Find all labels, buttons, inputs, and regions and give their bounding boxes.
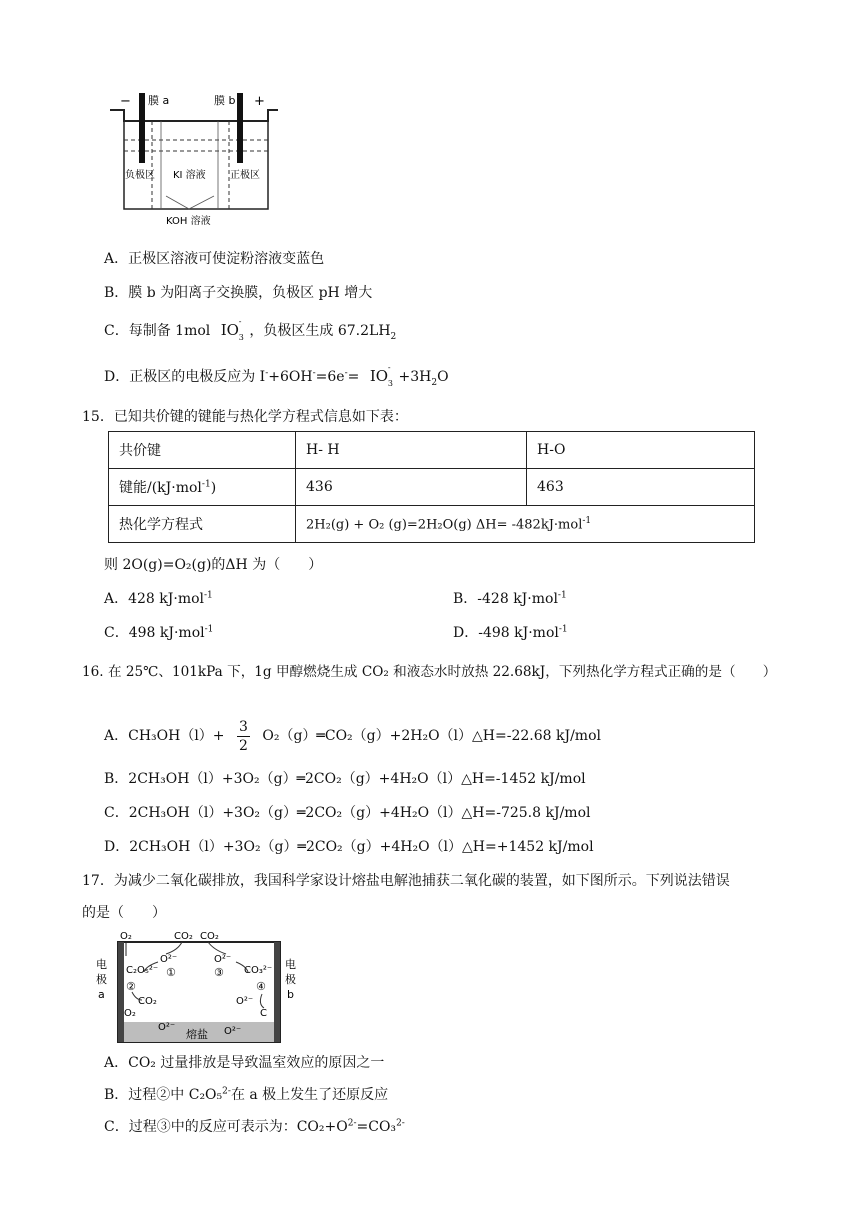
electrode-a-char1: 电 [96, 958, 107, 971]
electrode-b-char2: 极 [285, 973, 296, 986]
table-cell: H- H [296, 432, 527, 469]
koh-solution-label: KOH 溶液 [166, 216, 211, 227]
table-cell: 463 [527, 469, 755, 506]
table-cell: 热化学方程式 [109, 506, 296, 543]
o2-out-label: O₂ [120, 931, 132, 942]
electrode-b-char3: b [287, 988, 294, 1001]
membrane-a-label: 膜 a [148, 94, 170, 107]
q15-option-a: A．428 kJ·mol$^{-1}$ [104, 590, 213, 607]
co3-label: CO₃²⁻ [244, 965, 273, 976]
oxide-ion-label-1: O²⁻ [160, 954, 178, 965]
q14-option-d: D．正极区的电极反应为 I-+6OH-=6e-= IO - 3 $+3H_2O$ [104, 363, 449, 388]
oxide-ion-label-3: O²⁻ [236, 996, 254, 1007]
q17-option-c: C．过程③中的反应可表示为：$CO_2+O^{2-}=CO_3^{2-}$ [104, 1118, 405, 1135]
q15-stem: 15．已知共价键的键能与热化学方程式信息如下表： [82, 409, 408, 425]
q14-c-text-pre: C．每制备 1mol [104, 323, 211, 339]
electrolysis-cell-diagram [106, 88, 281, 228]
fraction-three-halves: $\frac{3}{2}$ [239, 718, 248, 754]
q14-c-text-post: ，负极区生成 67.2LH [249, 323, 391, 339]
table-row [109, 506, 755, 543]
q16-option-b: B．2CH₃OH（l）+3O₂（g）═2CO₂（g）+4H₂O（l）△H=-1452 kJ/mol [104, 771, 586, 787]
table-row [109, 469, 755, 506]
molten-salt-electrolysis-diagram [86, 928, 306, 1046]
q16-option-c: C．2CH₃OH（l）+3O₂（g）═2CO₂（g）+4H₂O（l）△H=-725.8 kJ/mol [104, 805, 591, 821]
q15-question: 则 2O(g)=O₂(g)的ΔH 为（ ） [104, 557, 323, 573]
electrode-a-char2: 极 [96, 973, 107, 986]
q15-option-c: C．498 kJ·mol$^{-1}$ [104, 624, 214, 641]
step-1-marker: ① [166, 966, 176, 979]
table-cell: 键能/(kJ·mol$^{-1}$) [109, 469, 296, 506]
q14-option-b: B．膜 b 为阳离子交换膜，负极区 pH 增大 [104, 285, 373, 301]
oxide-ion-label-5: O²⁻ [224, 1026, 242, 1037]
q16-option-a: A．CH₃OH（l）+ $\frac{3}{2}$ O₂（g）═CO₂（g）+2H₂O（l）△H=-22.68 kJ/mol [104, 718, 601, 754]
o2-product-label: O₂ [124, 1008, 136, 1019]
q16-stem: 16. 在 25℃、101kPa 下，1g 甲醇燃烧生成 CO₂ 和液态水时放热 22.68kJ，下列热化学方程式正确的是（ ） [82, 664, 777, 680]
table-cell: 436 [296, 469, 527, 506]
iodate-formula: IO - 3 [369, 363, 393, 388]
carbon-label: C [260, 1008, 267, 1019]
q15-option-b: B．-428 kJ·mol$^{-1}$ [453, 590, 567, 607]
electrode-b-char1: 电 [285, 958, 296, 971]
ki-solution-label: KI 溶液 [173, 170, 206, 181]
step-4-marker: ④ [256, 980, 266, 993]
step-3-marker: ③ [214, 966, 224, 979]
q17-option-a: A．CO₂ 过量排放是导致温室效应的原因之一 [104, 1055, 385, 1071]
co2-in-label-2: CO₂ [200, 931, 219, 942]
plus-sign: + [254, 94, 265, 109]
table-cell: 2H₂(g) + O₂ (g)=2H₂O(g) ΔH= -482kJ·mol$^{-1}$ [296, 506, 755, 543]
electrode-a-char3: a [98, 988, 105, 1001]
q17-stem-line1: 17．为减少二氧化碳排放，我国科学家设计熔盐电解池捕获二氧化碳的装置，如下图所示。下列说法错误 [82, 873, 730, 889]
q14-option-c: C．每制备 1mol IO - 3 ，负极区生成 $67.2LH_2$ [104, 317, 397, 342]
q17-option-b: B．过程②中 C₂O₅$^{2-}$在 a 极上发生了还原反应 [104, 1086, 389, 1103]
oxide-ion-label-4: O²⁻ [158, 1022, 176, 1033]
iodate-formula: IO - 3 [220, 317, 244, 342]
membrane-b-label: 膜 b [214, 94, 236, 107]
negative-zone-label: 负极区 [125, 170, 155, 181]
molten-salt-label: 熔盐 [186, 1028, 208, 1041]
q16-option-d: D．2CH₃OH（l）+3O₂（g）═2CO₂（g）+4H₂O（l）△H=+1452 kJ/mol [104, 839, 594, 855]
co2-product-label: CO₂ [138, 996, 157, 1007]
positive-zone-label: 正极区 [230, 170, 260, 181]
q17-stem-line2: 的是（ ） [82, 905, 166, 921]
step-2-marker: ② [126, 980, 136, 993]
co2-in-label-1: CO₂ [174, 931, 193, 942]
table-cell: 共价键 [109, 432, 296, 469]
minus-sign: − [120, 94, 131, 109]
q14-option-a: A．正极区溶液可使淀粉溶液变蓝色 [104, 251, 325, 267]
c2o5-label: C₂O₅²⁻ [126, 965, 159, 976]
table-row [109, 432, 755, 469]
bond-energy-table [108, 431, 755, 543]
q15-option-d: D．-498 kJ·mol$^{-1}$ [453, 624, 568, 641]
table-cell: H-O [527, 432, 755, 469]
oxide-ion-label-2: O²⁻ [214, 954, 232, 965]
